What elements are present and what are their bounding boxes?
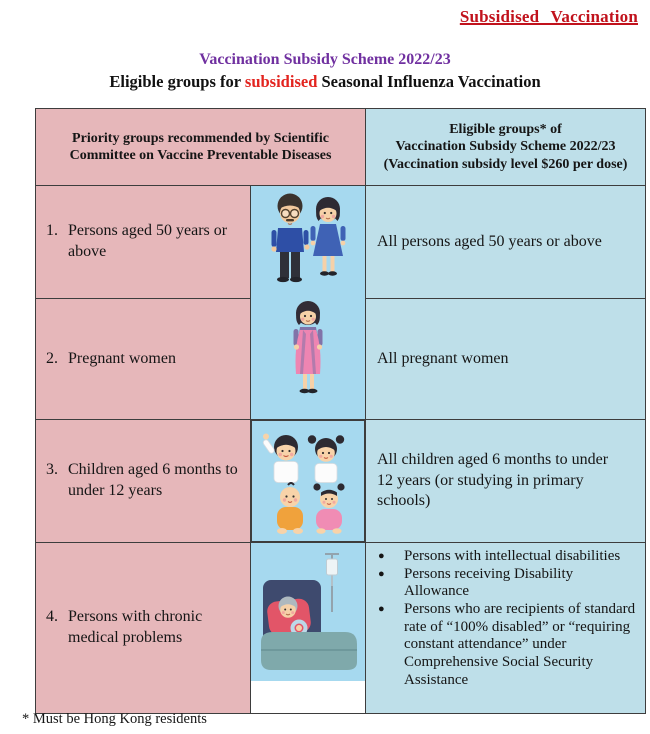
row-1-eligible-cell xyxy=(366,186,646,299)
header-left-cell xyxy=(36,109,366,186)
footnote: * Must be Hong Kong residents xyxy=(22,711,207,727)
subtitle-suffix: Seasonal Influenza Vaccination xyxy=(317,72,541,91)
row-2-eligible-text: All pregnant women xyxy=(377,349,509,367)
header-right-cell xyxy=(366,109,646,186)
pregnant-woman-icon xyxy=(279,298,337,410)
subtitle-highlight: subsidised xyxy=(244,72,318,91)
pregnant-woman-illustration xyxy=(251,294,365,414)
row-4-number: 4. xyxy=(46,608,58,626)
bullet-text: Persons receiving Disability Allowance xyxy=(404,565,574,600)
header-left-text: Priority groups recommended by Scientific Committee on Vaccine Preventable Diseases xyxy=(69,130,332,163)
row-4-criteria-cell xyxy=(36,543,251,714)
row-2-eligible-cell xyxy=(366,299,646,420)
list-item xyxy=(376,601,639,689)
row-2-number: 2. xyxy=(46,349,58,367)
top-heading: Subsidised Vaccination xyxy=(459,7,638,26)
row-4-eligible-cell xyxy=(366,543,646,714)
row-3-eligible-text: All children aged 6 months to under 12 years (or studying in primary schools) xyxy=(377,450,609,510)
header-row xyxy=(36,109,646,186)
header-right-line2: Vaccination Subsidy Scheme 2022/23 xyxy=(395,139,616,155)
eligibility-table xyxy=(35,108,646,714)
list-item xyxy=(376,566,639,601)
header-right-line3: (Vaccination subsidy level $260 per dose) xyxy=(383,156,628,172)
elderly-couple-icon xyxy=(258,188,358,292)
table-row xyxy=(36,420,646,543)
bullet-icon: ● xyxy=(378,567,385,580)
subtitle-prefix: Eligible groups for xyxy=(109,72,245,91)
row-3-number: 3. xyxy=(46,461,58,479)
list-item xyxy=(376,548,639,566)
children-illustration xyxy=(251,420,365,542)
bullet-text: Persons who are recipients of standard rate of “100% disabled” or “requiring constant attendance” under Comprehensive Social Security Assistance xyxy=(404,601,636,688)
row-1-criteria-text: Persons aged 50 years or above xyxy=(68,222,228,260)
elderly-couple-illustration xyxy=(251,186,365,294)
row-2-criteria-cell xyxy=(36,299,251,420)
patient-in-bed-icon xyxy=(255,546,361,678)
bullet-text: Persons with intellectual disabilities xyxy=(404,548,621,564)
page-subtitle xyxy=(0,72,650,92)
illustration-strip-rows-1-2 xyxy=(251,186,366,420)
row-3-criteria-text: Children aged 6 months to under 12 years xyxy=(68,461,238,499)
children-icon xyxy=(255,423,361,539)
header-right-line1: Eligible groups* of xyxy=(449,121,562,137)
row-3-criteria-cell xyxy=(36,420,251,543)
page-title: Vaccination Subsidy Scheme 2022/23 xyxy=(199,51,451,68)
row-2-criteria-text: Pregnant women xyxy=(68,349,176,367)
bullet-icon: ● xyxy=(378,603,385,616)
row-3-eligible-cell xyxy=(366,420,646,543)
table-row xyxy=(36,543,646,714)
patient-in-bed-illustration xyxy=(251,543,366,714)
table-row xyxy=(36,186,646,299)
bullet-icon: ● xyxy=(378,550,385,562)
row-1-number: 1. xyxy=(46,222,58,240)
row-1-eligible-text: All persons aged 50 years or above xyxy=(377,232,602,250)
row-4-criteria-text: Persons with chronic medical problems xyxy=(68,608,203,646)
row-1-criteria-cell xyxy=(36,186,251,299)
